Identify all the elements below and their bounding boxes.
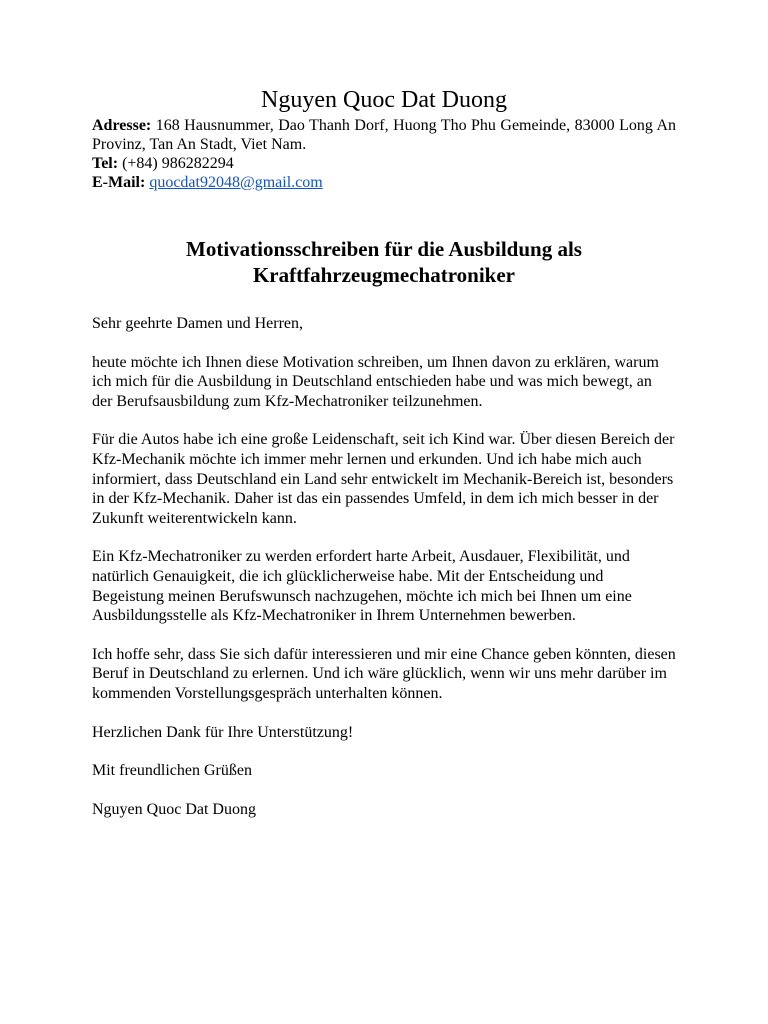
- address-label: Adresse:: [92, 117, 152, 134]
- phone-value: (+84) 986282294: [122, 155, 234, 172]
- body-paragraph-4: Ich hoffe sehr, dass Sie sich dafür interessieren und mir eine Chance geben könnten, diesen Beruf in Deutschland zu erlernen. Und ich wäre glücklich, wenn wir uns mehr darüber im kommenden Vorstellungsgespräch unterhalten können.: [92, 645, 676, 702]
- letter-page: [92, 86, 676, 819]
- sender-name: Nguyen Quoc Dat Duong: [261, 87, 507, 113]
- signature: Nguyen Quoc Dat Duong: [92, 800, 256, 818]
- address-value: 168 Hausnummer, Dao Thanh Dorf, Huong Tho Phu Gemeinde, 83000 Long An Provinz, Tan An Stadt, Viet Nam.: [92, 117, 676, 153]
- email-line: [92, 173, 676, 192]
- thanks-line: Herzlichen Dank für Ihre Unterstützung!: [92, 723, 354, 741]
- address-line: [92, 116, 676, 154]
- email-link[interactable]: quocdat92048@gmail.com: [149, 174, 323, 191]
- phone-label: Tel:: [92, 155, 119, 172]
- phone-line: [92, 154, 676, 173]
- body-paragraph-3: Ein Kfz-Mechatroniker zu werden erfordert harte Arbeit, Ausdauer, Flexibilität, und natürlich Genauigkeit, die ich glücklicherweise habe. Mit der Entscheidung und Begeistung meinen Berufswunsch nachzugehen, möchte ich mich bei Ihnen um eine Ausbildungsstelle als Kfz-Mechatroniker in Ihrem Unternehmen bewerben.: [92, 548, 632, 625]
- closing-line: Mit freundlichen Grüßen: [92, 762, 252, 780]
- body-paragraph-2: Für die Autos habe ich eine große Leidenschaft, seit ich Kind war. Über diesen Bereich der Kfz-Mechanik möchte ich immer mehr lernen und erkunden. Und ich habe mich auch informiert, dass Deutschland ein Land sehr entwickelt im Mechanik-Bereich ist, besonders in der Kfz-Mechanik. Daher ist das ein passendes Umfeld, in dem ich mich besser in der Zukunft weiterentwickeln kann.: [92, 431, 675, 527]
- letter-heading: Motivationsschreiben für die Ausbildung als Kraftfahrzeugmechatroniker: [186, 237, 582, 287]
- salutation: Sehr geehrte Damen und Herren,: [92, 315, 304, 332]
- email-label: E-Mail:: [92, 174, 146, 191]
- body-paragraph-1: heute möchte ich Ihnen diese Motivation schreiben, um Ihnen davon zu erklären, warum ich mich für die Ausbildung in Deutschland entschieden habe und was mich bewegt, an der Berufsausbildung zum Kfz-Mechatroniker teilzunehmen.: [92, 353, 659, 410]
